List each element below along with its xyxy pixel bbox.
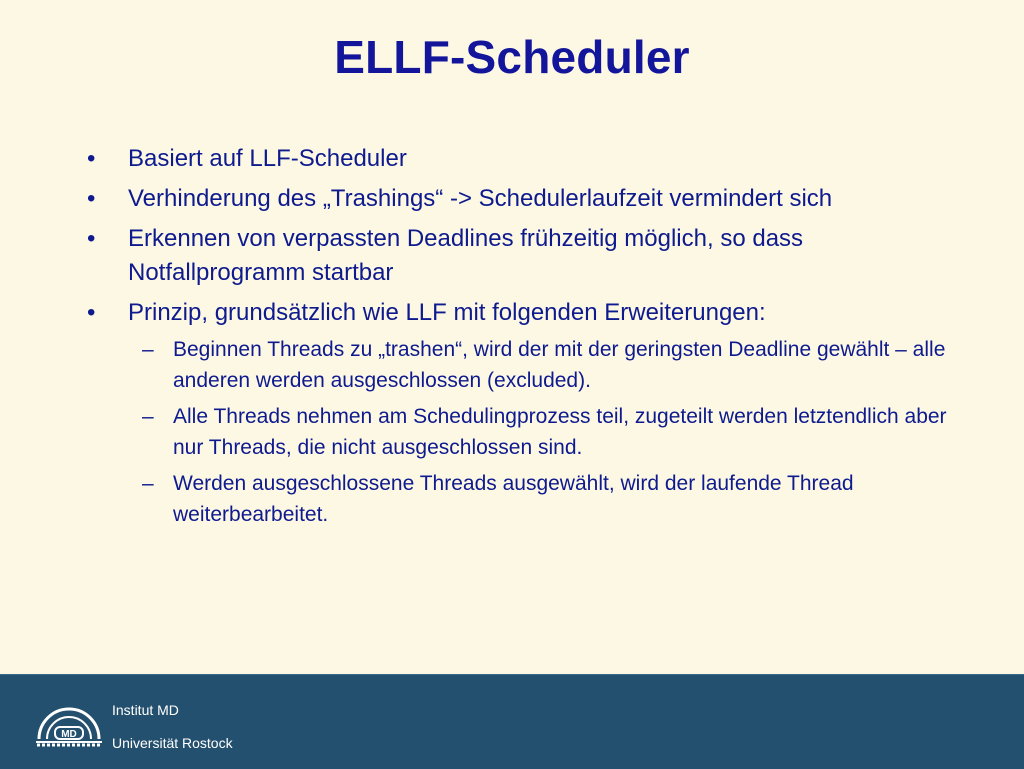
bullet-text: Prinzip, grundsätzlich wie LLF mit folgenden Erweiterungen:	[128, 299, 766, 326]
subbullet-marker: –	[142, 338, 154, 361]
subbullet-item	[87, 334, 947, 396]
bullet-text: Basiert auf LLF-Scheduler	[128, 145, 407, 172]
bullet-item	[87, 296, 947, 330]
bullet-text: Verhinderung des „Trashings“ -> Schedulerlaufzeit vermindert sich	[128, 185, 833, 212]
bullet-text: Erkennen von verpassten Deadlines frühzeitig möglich, so dass Notfallprogramm startbar	[128, 225, 804, 286]
bullet-marker: •	[87, 299, 96, 326]
slide-title: ELLF-Scheduler	[334, 31, 690, 83]
subbullet-marker: –	[142, 472, 154, 495]
subbullet-text: Werden ausgeschlossene Threads ausgewählt, wird der laufende Thread weiterbearbeitet.	[173, 472, 854, 526]
subbullet-item	[87, 468, 947, 530]
logo-text: MD	[61, 729, 77, 740]
bullet-item	[87, 142, 947, 176]
subbullet-marker: –	[142, 405, 154, 428]
subbullet-text: Beginnen Threads zu „trashen“, wird der mit der geringsten Deadline gewählt – alle anderen werden ausgeschlossen (excluded).	[173, 338, 946, 392]
footer-bar	[0, 674, 1024, 769]
bullet-marker: •	[87, 185, 96, 212]
subbullet-text: Alle Threads nehmen am Schedulingprozess teil, zugeteilt werden letztendlich aber nur Threads, die nicht ausgeschlossen sind.	[173, 405, 947, 459]
institute-name: Institut MD	[112, 702, 179, 718]
bullet-marker: •	[87, 145, 96, 172]
bullet-item	[87, 182, 947, 216]
subbullet-item	[87, 401, 947, 463]
institute-logo-icon	[33, 699, 105, 751]
slide-content	[87, 142, 947, 535]
bullet-marker: •	[87, 225, 96, 252]
bullet-item	[87, 222, 947, 290]
university-name: Universität Rostock	[112, 735, 233, 751]
